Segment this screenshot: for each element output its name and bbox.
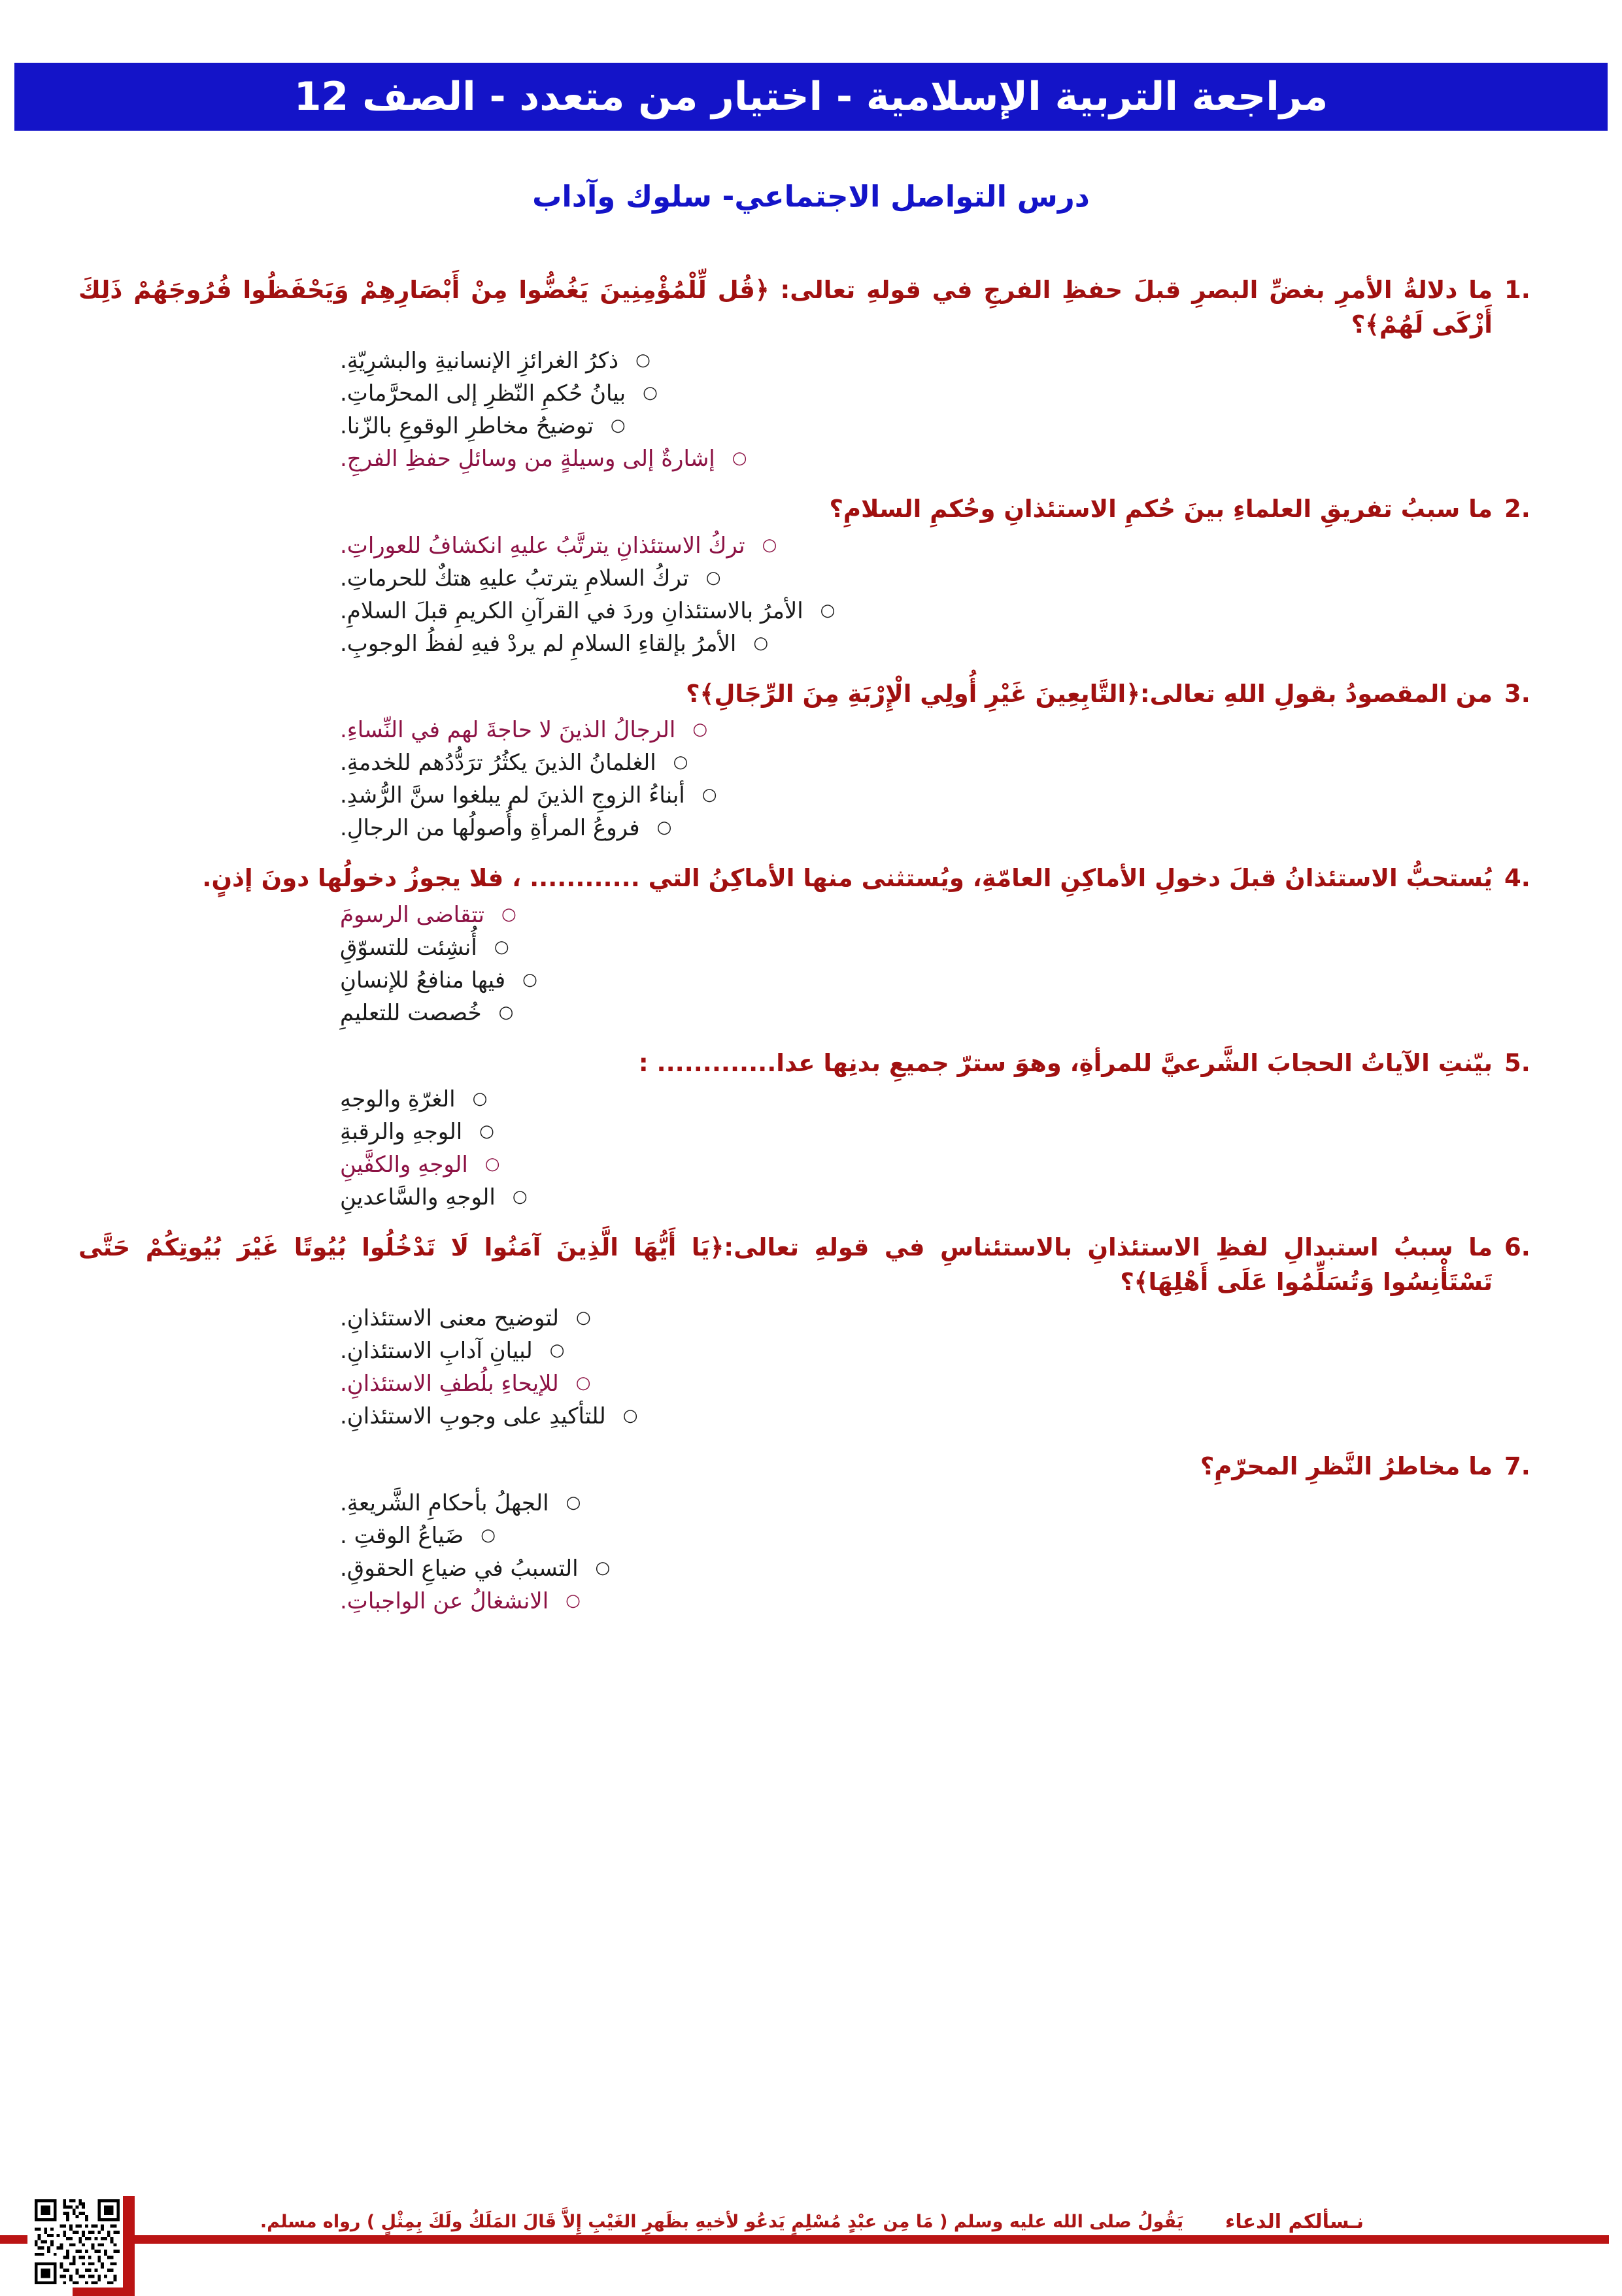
option-label: الأمرُ بإلقاءِ السلامِ لم يردْ فيهِ لفظُ الوجوبِ. bbox=[340, 630, 737, 657]
option-row[interactable] bbox=[78, 1119, 1544, 1146]
option-radio-icon[interactable]: ○ bbox=[576, 1308, 591, 1328]
option-row[interactable] bbox=[78, 1305, 1544, 1332]
footer-rule-stub bbox=[0, 2235, 27, 2244]
option-row[interactable] bbox=[78, 717, 1544, 744]
option-row[interactable] bbox=[78, 1338, 1544, 1365]
option-radio-icon[interactable]: ○ bbox=[512, 1187, 528, 1207]
question-prompt bbox=[78, 492, 1544, 527]
footer-divider bbox=[97, 2235, 1609, 2244]
question-text: ما سببُ استبدالِ لفظِ الاستئذانِ بالاستئناسِ في قولهِ تعالى:﴿يَا أَيُّهَا الَّذِينَ آمَنُوا لَا تَدْخُلُوا بُيُوتًا غَيْرَ بُيُوتِكُمْ حَتَّى تَسْتَأْنِسُوا وَتُسَلِّمُوا عَلَى أَهْلِهَا﴾؟ bbox=[78, 1233, 1493, 1296]
question-prompt bbox=[78, 273, 1544, 342]
page-footer bbox=[0, 2155, 1622, 2293]
option-radio-icon[interactable]: ○ bbox=[673, 752, 688, 773]
option-list bbox=[78, 901, 1544, 1026]
question-block bbox=[78, 1231, 1544, 1430]
option-radio-icon[interactable]: ○ bbox=[820, 600, 836, 620]
option-label: أبناءُ الزوجِ الذينَ لم يبلغوا سنَّ الرُّشدِ. bbox=[340, 782, 685, 809]
question-number: 4. bbox=[1504, 864, 1530, 893]
option-row[interactable] bbox=[78, 969, 1544, 991]
question-number: 3. bbox=[1504, 679, 1530, 708]
option-row[interactable] bbox=[78, 1557, 1544, 1580]
option-label: الوجهِ والكفَّينِ bbox=[340, 1152, 468, 1178]
option-label: ضَياعُ الوقتِ . bbox=[340, 1522, 464, 1549]
option-row[interactable] bbox=[78, 630, 1544, 657]
option-radio-icon[interactable]: ○ bbox=[566, 1590, 581, 1610]
question-number: 7. bbox=[1504, 1452, 1530, 1481]
question-block bbox=[78, 1046, 1544, 1209]
question-number: 5. bbox=[1504, 1048, 1530, 1077]
option-label: الوجهِ والرقبةِ bbox=[340, 1119, 463, 1146]
option-row[interactable] bbox=[78, 597, 1544, 624]
questions-container bbox=[78, 273, 1544, 1635]
option-label: الغلمانُ الذينَ يكثُرُ ترَدُّدُهم للخدمةِ. bbox=[340, 750, 656, 776]
question-number: 2. bbox=[1504, 495, 1530, 524]
option-row[interactable] bbox=[78, 901, 1544, 928]
option-label: لبيانِ آدابِ الاستئذانِ. bbox=[340, 1338, 533, 1365]
option-radio-icon[interactable]: ○ bbox=[549, 1340, 565, 1361]
option-row[interactable] bbox=[78, 784, 1544, 807]
question-text: من المقصودُ بقولِ اللهِ تعالى:﴿التَّابِعِينَ غَيْرِ أُولِي الْإِرْبَةِ مِنَ الرِّجَالِ﴾؟ bbox=[686, 679, 1493, 708]
option-list bbox=[78, 1086, 1544, 1211]
question-block bbox=[78, 1450, 1544, 1612]
option-label: التسببُ في ضياعِ الحقوقِ. bbox=[340, 1555, 579, 1582]
question-block bbox=[78, 273, 1544, 473]
option-label: الجهلُ بأحكامِ الشَّريعةِ. bbox=[340, 1489, 549, 1516]
option-row[interactable] bbox=[78, 934, 1544, 961]
option-radio-icon[interactable]: ○ bbox=[732, 448, 747, 469]
option-label: فروعُ المرأةِ وأُصولُها من الرجالِ. bbox=[340, 815, 640, 842]
option-row[interactable] bbox=[78, 532, 1544, 559]
option-radio-icon[interactable]: ○ bbox=[575, 1373, 591, 1393]
option-radio-icon[interactable]: ○ bbox=[701, 785, 717, 805]
option-radio-icon[interactable]: ○ bbox=[479, 1122, 494, 1142]
question-text: ما سببُ تفريقِ العلماءِ بينَ حُكمِ الاستئذانِ وحُكمِ السلامِ؟ bbox=[829, 495, 1493, 524]
question-prompt bbox=[78, 861, 1544, 896]
header-banner bbox=[14, 63, 1608, 131]
option-radio-icon[interactable]: ○ bbox=[595, 1557, 611, 1578]
option-radio-icon[interactable]: ○ bbox=[501, 904, 516, 924]
option-row[interactable] bbox=[78, 1154, 1544, 1176]
option-radio-icon[interactable]: ○ bbox=[753, 633, 769, 653]
option-row[interactable] bbox=[78, 752, 1544, 774]
footer-text-group bbox=[260, 2210, 1364, 2234]
option-row[interactable] bbox=[78, 1373, 1544, 1395]
question-block bbox=[78, 492, 1544, 655]
option-row[interactable] bbox=[78, 1522, 1544, 1549]
option-row[interactable] bbox=[78, 1489, 1544, 1516]
option-label: الأمرُ بالاستئذانِ وردَ في القرآنِ الكريمِ قبلَ السلامِ. bbox=[340, 597, 803, 624]
option-radio-icon[interactable]: ○ bbox=[522, 969, 537, 990]
option-radio-icon[interactable]: ○ bbox=[656, 818, 672, 838]
lesson-subtitle: درس التواصل الاجتماعي- سلوك وآداب bbox=[532, 179, 1090, 214]
option-label: أُنشِئت للتسوّقِ bbox=[340, 934, 477, 961]
option-row[interactable] bbox=[78, 446, 1544, 473]
question-number: 6. bbox=[1504, 1233, 1530, 1262]
option-row[interactable] bbox=[78, 999, 1544, 1026]
option-label: فيها منافعُ للإنسانِ bbox=[340, 967, 506, 993]
option-row[interactable] bbox=[78, 382, 1544, 405]
option-label: إشارةٌ إلى وسيلةٍ من وسائلِ حفظِ الفرجِ. bbox=[340, 446, 715, 473]
option-label: بيانُ حُكمِ النّظرِ إلى المحرَّماتِ. bbox=[340, 380, 626, 407]
option-radio-icon[interactable]: ○ bbox=[635, 350, 650, 371]
question-prompt bbox=[78, 1450, 1544, 1484]
option-radio-icon[interactable]: ○ bbox=[610, 416, 626, 436]
question-block bbox=[78, 677, 1544, 840]
question-number: 1. bbox=[1504, 276, 1530, 304]
option-radio-icon[interactable]: ○ bbox=[762, 535, 777, 555]
option-radio-icon[interactable]: ○ bbox=[494, 937, 509, 957]
question-prompt bbox=[78, 677, 1544, 712]
option-radio-icon[interactable]: ○ bbox=[622, 1406, 638, 1426]
option-list bbox=[78, 348, 1544, 473]
option-label: خُصصت للتعليمِ bbox=[340, 999, 482, 1026]
option-label: ذكرُ الغرائزِ الإنسانيةِ والبشرِيّةِ. bbox=[340, 348, 619, 374]
option-list bbox=[78, 1305, 1544, 1430]
question-text: يُستحبُّ الاستئذانُ قبلَ دخولِ الأماكِنِ العامّةِ، ويُستثنى منها الأماكِنُ التي ............ ، فلا يجوزُ دخولُها دونَ إذنٍ. bbox=[202, 864, 1493, 893]
option-row[interactable] bbox=[78, 1184, 1544, 1211]
option-radio-icon[interactable]: ○ bbox=[472, 1089, 488, 1109]
page-title: مراجعة التربية الإسلامية - اختيار من متعدد - الصف 12 bbox=[294, 74, 1328, 120]
option-label: الانشغالُ عن الواجباتِ. bbox=[340, 1588, 549, 1614]
footer-hadith-text: يَقُولُ صلى الله عليه وسلم ( مَا مِن عبْدٍ مُسْلِمٍ يَدعُو لأخيهِ بظَهرِ الغَيْبِ إِلاَّ قَالَ المَلَكُ ولَكَ بِمِثْلٍ ) رواه مسلم. bbox=[260, 2211, 1184, 2232]
question-text: بيّنتِ الآياتُ الحجابَ الشَّرعيَّ للمرأةِ، وهوَ سترّ جميعِ بدنِها عدا............. : bbox=[638, 1048, 1493, 1077]
option-row[interactable] bbox=[78, 413, 1544, 440]
option-radio-icon[interactable]: ○ bbox=[566, 1492, 581, 1512]
option-label: الرجالُ الذينَ لا حاجةَ لهم في النِّساءِ. bbox=[340, 717, 676, 744]
option-row[interactable] bbox=[78, 350, 1544, 372]
option-label: للتأكيدِ على وجوبِ الاستئذانِ. bbox=[340, 1403, 606, 1430]
footer-dua-text: نـسألكم الدعاء bbox=[1225, 2210, 1364, 2233]
option-radio-icon[interactable]: ○ bbox=[692, 720, 707, 740]
option-row[interactable] bbox=[78, 1086, 1544, 1113]
question-prompt bbox=[78, 1231, 1544, 1299]
option-label: تتقاضى الرسومَ bbox=[340, 901, 484, 928]
option-row[interactable] bbox=[78, 567, 1544, 590]
option-label: تركُ السلامِ يترتبُ عليهِ هتكٌ للحرماتِ. bbox=[340, 565, 689, 591]
option-list bbox=[78, 532, 1544, 657]
option-radio-icon[interactable]: ○ bbox=[481, 1525, 496, 1545]
option-row[interactable] bbox=[78, 1590, 1544, 1612]
question-text: ما مخاطرُ النَّظرِ المحرّمِ؟ bbox=[1200, 1452, 1493, 1481]
option-label: للإيحاءِ بلُطفِ الاستئذانِ. bbox=[340, 1371, 559, 1397]
qr-code-icon[interactable] bbox=[31, 2196, 123, 2293]
option-radio-icon[interactable]: ○ bbox=[498, 1002, 514, 1022]
option-label: توضيحُ مخاطرِ الوقوعِ بالزّنا. bbox=[340, 413, 594, 440]
option-label: الوجهِ والسَّاعدينِ bbox=[340, 1184, 496, 1211]
option-list bbox=[78, 1489, 1544, 1614]
option-row[interactable] bbox=[78, 815, 1544, 842]
option-radio-icon[interactable]: ○ bbox=[484, 1154, 500, 1174]
question-text: ما دلالةُ الأمرِ بغضِّ البصرِ قبلَ حفظِ الفرجِ في قولهِ تعالى: ﴿قُل لِّلْمُؤْمِنِينَ يَغُضُّوا مِنْ أَبْصَارِهِمْ وَيَحْفَظُوا فُرُوجَهُمْ ذَلِكَ أَزْكَى لَهُمْ﴾؟ bbox=[78, 276, 1493, 339]
option-list bbox=[78, 717, 1544, 842]
question-prompt bbox=[78, 1046, 1544, 1081]
option-radio-icon[interactable]: ○ bbox=[643, 383, 658, 403]
question-block bbox=[78, 861, 1544, 1024]
option-radio-icon[interactable]: ○ bbox=[705, 567, 721, 588]
option-label: الغرّةِ والوجهِ bbox=[340, 1086, 456, 1113]
option-label: لتوضيح معنى الاستئذانِ. bbox=[340, 1305, 560, 1332]
option-label: تركُ الاستئذانِ يترتَّبُ عليهِ انكشافُ للعوراتِ. bbox=[340, 532, 745, 559]
option-row[interactable] bbox=[78, 1403, 1544, 1430]
